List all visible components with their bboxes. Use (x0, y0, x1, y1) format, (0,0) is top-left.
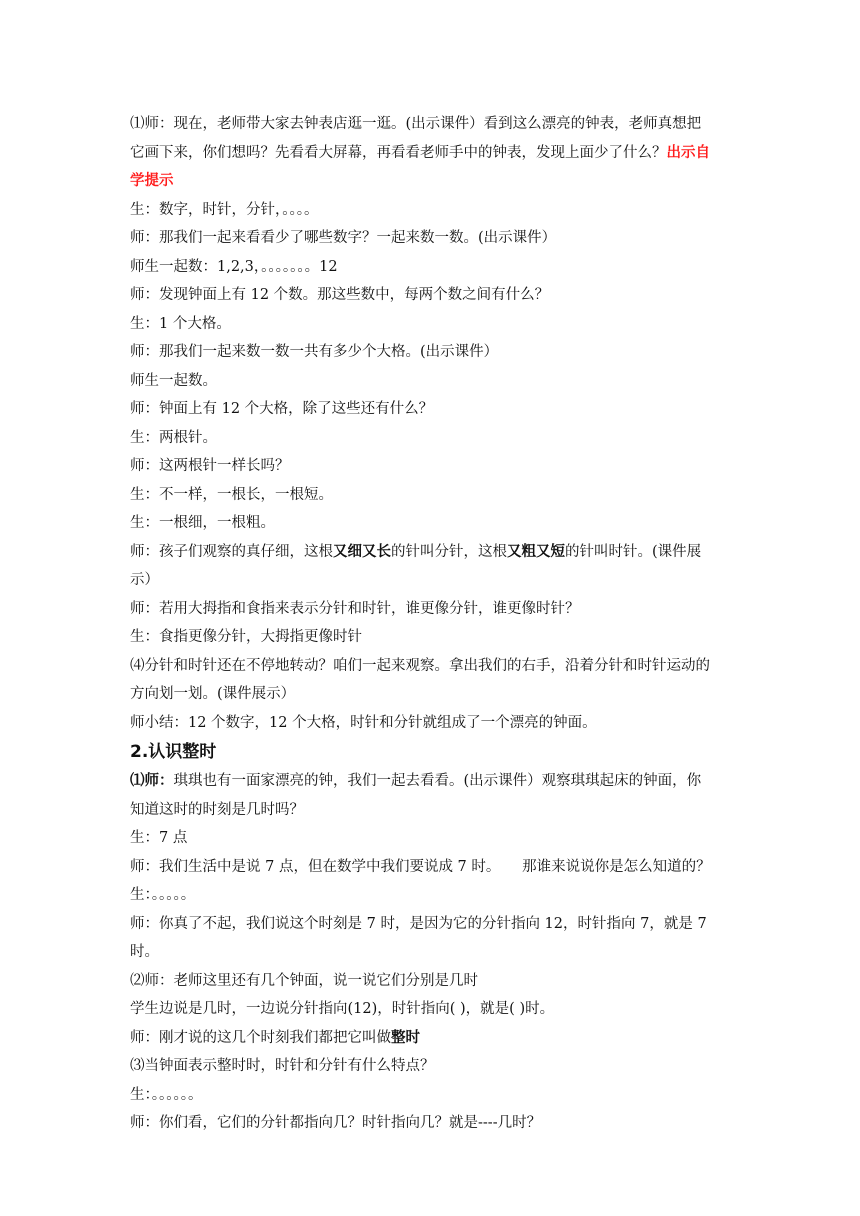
paragraph: ⑴师：现在，老师带大家去钟表店逛一逛。(出示课件）看到这么漂亮的钟表，老师真想把 (130, 116, 702, 132)
paragraph: 生：。。。。。 (130, 887, 196, 903)
paragraph: 师：那我们一起来看看少了哪些数字？一起来数一数。(出示课件） (130, 230, 557, 246)
section-heading: 2.认识整时 (130, 742, 217, 762)
document-body (130, 110, 730, 1138)
paragraph: 师生一起数：1,2,3，。。。。。。。12 (130, 258, 338, 275)
paragraph: 示） (130, 572, 159, 588)
paragraph: 师：那我们一起来数一数一共有多少个大格。(出示课件） (130, 344, 499, 360)
paragraph: ⑶当钟面表示整时时，时针和分针有什么特点？ (130, 1058, 435, 1074)
paragraph: 师：刚才说的这几个时刻我们都把它叫做整时 (130, 1028, 420, 1046)
paragraph: ⑵师：老师这里还有几个钟面，说一说它们分别是几时 (130, 972, 478, 989)
highlight-red: 出示自 (666, 143, 710, 161)
paragraph: 师：你真了不起，我们说这个时刻是 7 时，是因为它的分针指向 12，时针指向 7，就是 7 (130, 915, 707, 932)
paragraph: 学生边说是几时，一边说分针指向(12)，时针指向( )，就是( )时。 (130, 1001, 555, 1017)
bold-phrase: 整时 (391, 1028, 420, 1046)
paragraph: 知道这时的时刻是几时吗？ (130, 801, 304, 818)
paragraph: 生：1 个大格。 (130, 315, 231, 332)
paragraph: 生：不一样，一根长，一根短。 (130, 486, 333, 503)
paragraph: 生：一根细，一根粗。 (130, 515, 275, 531)
paragraph: 它画下来，你们想吗？先看看大屏幕，再看看老师手中的钟表，发现上面少了什么？出示自 (130, 143, 710, 161)
paragraph (130, 167, 730, 196)
bold-phrase: 又粗又短 (507, 542, 565, 560)
paragraph: 师：钟面上有 12 个大格，除了这些还有什么？ (130, 401, 434, 417)
paragraph: 师：若用大拇指和食指来表示分针和时针，谁更像分针，谁更像时针？ (130, 600, 580, 617)
paragraph: 师：你们看，它们的分针都指向几？时针指向几？就是----几时？ (130, 1115, 542, 1131)
paragraph: 师生一起数。 (130, 372, 217, 389)
paragraph: 师：我们生活中是说 7 点，但在数学中我们要说成 7 时。 那谁来说说你是怎么知道的？ (130, 858, 711, 875)
paragraph: 师：发现钟面上有 12 个数。那这些数中，每两个数之间有什么？ (130, 287, 550, 303)
paragraph: 生：。。。。。。 (130, 1086, 203, 1103)
paragraph: 生：7 点 (130, 830, 188, 846)
paragraph: 生：食指更像分针，大拇指更像时针 (130, 629, 362, 645)
paragraph: 生：数字，时针，分针，。。。。 (130, 201, 319, 218)
paragraph: ⑴师：琪琪也有一面家漂亮的钟，我们一起去看看。(出示课件）观察琪琪起床的钟面，你 (130, 772, 702, 789)
paragraph: 方向划一划。(课件展示） (130, 686, 296, 702)
paragraph: 师：这两根针一样长吗？ (130, 458, 290, 474)
paragraph: 时。 (130, 944, 159, 960)
paragraph: ⑷分针和时针还在不停地转动？咱们一起来观察。拿出我们的右手，沿着分针和时针运动的 (130, 657, 710, 674)
paragraph: 师小结：12 个数字，12 个大格，时针和分针就组成了一个漂亮的钟面。 (130, 714, 597, 731)
paragraph: 生：两根针。 (130, 429, 217, 446)
bold-phrase: 又细又长 (333, 542, 391, 560)
paragraph: 师：孩子们观察的真仔细，这根又细又长的针叫分针，这根又粗又短的针叫时针。(课件展 (130, 542, 702, 560)
highlight-red: 学提示 (130, 172, 174, 189)
